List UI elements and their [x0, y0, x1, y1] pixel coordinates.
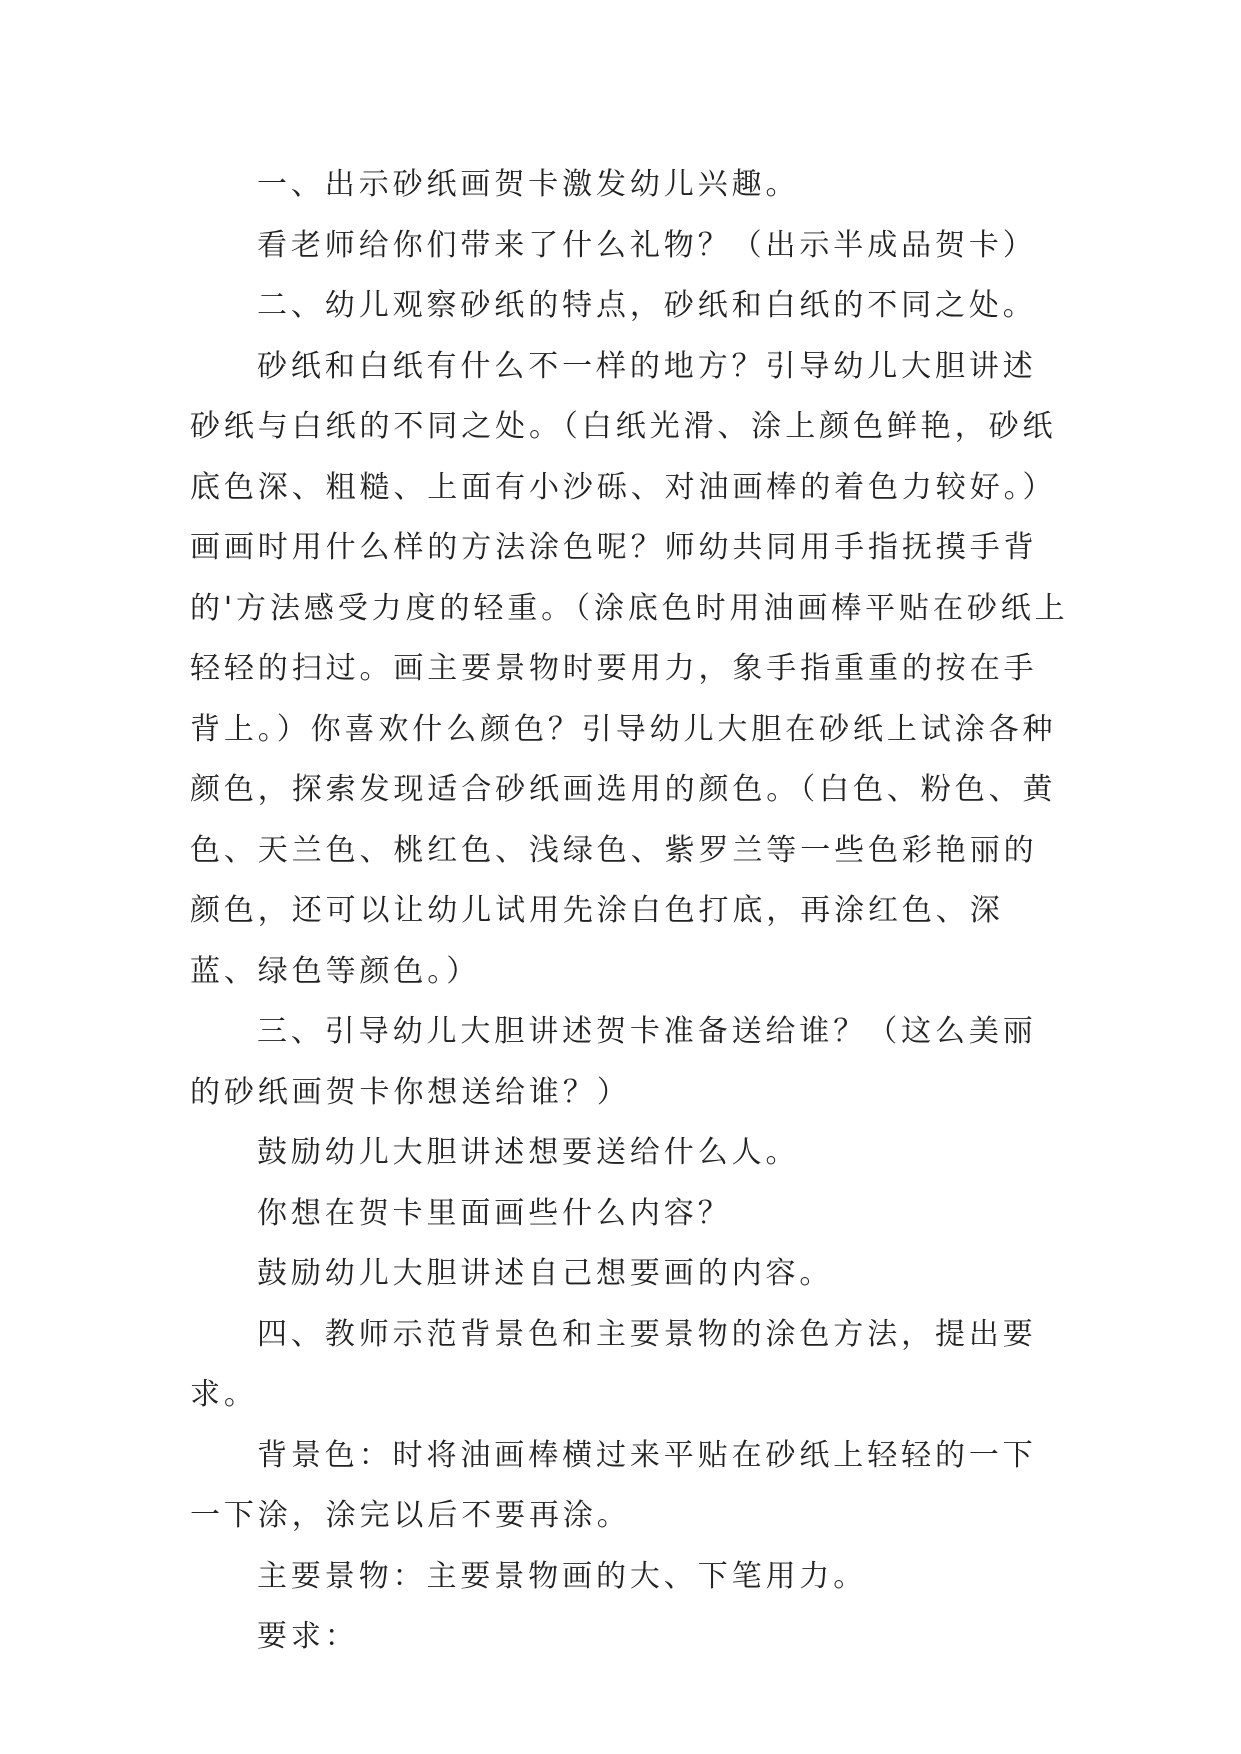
paragraph: 看老师给你们带来了什么礼物？（出示半成品贺卡）: [257, 227, 1037, 263]
paragraph: 主要景物：主要景物画的大、下笔用力。: [257, 1558, 868, 1594]
paragraph: 你想在贺卡里面画些什么内容？: [257, 1195, 732, 1231]
paragraph: 四、教师示范背景色和主要景物的涂色方法，提出要求。: [190, 1316, 1037, 1412]
paragraph: 三、引导幼儿大胆讲述贺卡准备送给谁？（这么美丽的砂纸画贺卡你想送给谁？）: [190, 1014, 1037, 1110]
paragraph: 一、出示砂纸画贺卡激发幼儿兴趣。: [257, 167, 800, 202]
paragraph: 鼓励幼儿大胆讲述自己想要画的内容。: [257, 1256, 834, 1291]
paragraph: 二、幼儿观察砂纸的特点，砂纸和白纸的不同之处。: [257, 288, 1037, 323]
paragraph: 鼓励幼儿大胆讲述想要送给什么人。: [257, 1135, 800, 1170]
document-body: [190, 155, 1070, 1668]
paragraph: 背景色：时将油画棒横过来平贴在砂纸上轻轻的一下一下涂，涂完以后不要再涂。: [190, 1437, 1037, 1533]
paragraph: 砂纸和白纸有什么不一样的地方？引导幼儿大胆讲述砂纸与白纸的不同之处。（白纸光滑、涂上颜色鲜艳，砂纸底色深、粗糙、上面有小沙砾、对油画棒的着色力较好。）画画时用什么样的方法涂色呢？师幼共同用手指抚摸手背的'方法感受力度的轻重。（涂底色时用油画棒平贴在砂纸上轻轻的扫过。画主要景物时要用力，象手指重重的按在手背上。）你喜欢什么颜色？引导幼儿大胆在砂纸上试涂各种颜色，探索发现适合砂纸画选用的颜色。（白色、粉色、黄色、天兰色、桃红色、浅绿色、紫罗兰等一些色彩艳丽的颜色，还可以让幼儿试用先涂白色打底，再涂红色、深蓝、绿色等颜色。）: [190, 348, 1069, 989]
paragraph: 要求：: [257, 1619, 359, 1654]
